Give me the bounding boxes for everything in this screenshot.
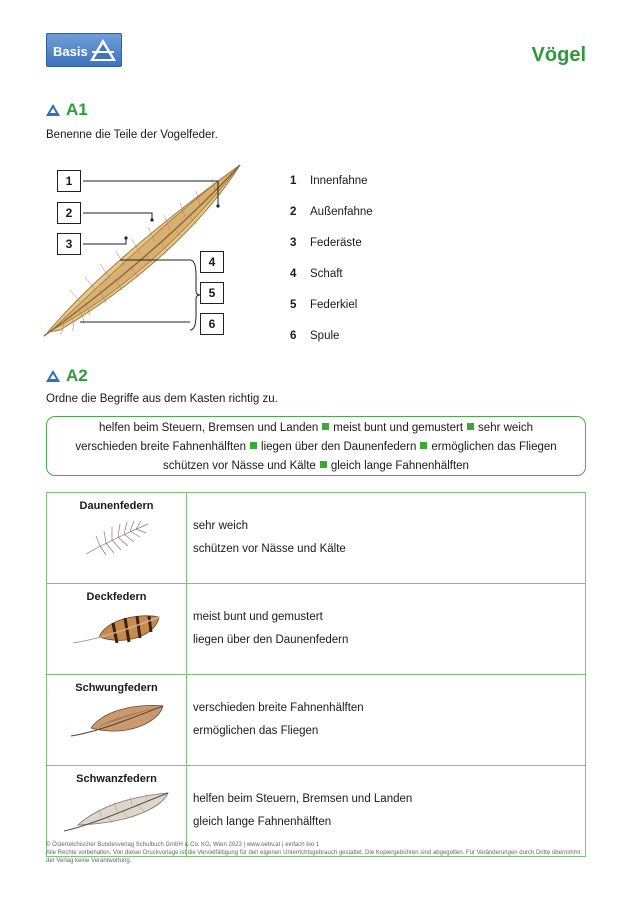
down-feather-image: [80, 516, 154, 560]
feather-description-cell: [187, 584, 586, 675]
footer-rights: Alle Rechte vorbehalten. Von dieser Druckvorlage ist die Vervielfältigung für den eigenen Unterrichtsgebrauch gestattet. Die Kopiergebühren sind abgegolten. Für Veränderungen durch Dritte übernimmt der Verlag keine Verantwortung.: [46, 850, 581, 864]
bullet-square-icon: [322, 423, 329, 430]
label-box-4[interactable]: 4: [200, 251, 224, 273]
a2-label: A2: [66, 366, 88, 385]
answer-item-3: [290, 237, 362, 249]
answer-text: Innenfahne: [310, 175, 368, 187]
answer-item-4: [290, 268, 343, 280]
answer-text: Außenfahne: [310, 206, 373, 218]
description-line: liegen über den Daunenfedern: [193, 634, 349, 646]
answer-num: 6: [290, 330, 297, 342]
logo-text: Basis: [53, 44, 88, 59]
term: verschieden breite Fahnenhälften: [75, 441, 247, 453]
feather-type-cell: [47, 493, 187, 584]
term: schützen vor Nässe und Kälte: [163, 460, 316, 472]
label-box-3[interactable]: 3: [57, 233, 81, 255]
term: liegen über den Daunenfedern: [261, 441, 417, 453]
term: ermöglichen das Fliegen: [431, 441, 557, 453]
answer-text: Federäste: [310, 237, 362, 249]
answer-num: 1: [290, 175, 297, 187]
label-box-5[interactable]: 5: [200, 282, 224, 304]
answer-text: Schaft: [310, 268, 343, 280]
feather-description-cell: [187, 675, 586, 766]
bullet-square-icon: [420, 442, 427, 449]
level-triangle-icon: [46, 104, 60, 116]
bullet-square-icon: [250, 442, 257, 449]
table-row: [47, 675, 586, 766]
basis-logo: [46, 33, 122, 67]
feather-type-label: Deckfedern: [86, 591, 147, 603]
section-a1-heading: [46, 100, 88, 120]
answer-item-5: [290, 299, 357, 311]
description-line: meist bunt und gemustert: [193, 611, 323, 623]
label-box-1[interactable]: 1: [57, 170, 81, 192]
table-row: [47, 584, 586, 675]
tail-feather-image: [62, 789, 172, 833]
term-line-1: [47, 419, 585, 438]
answer-text: Spule: [310, 330, 340, 342]
term: sehr weich: [478, 422, 534, 434]
feather-type-label: Schwanzfedern: [76, 773, 157, 785]
term: helfen beim Steuern, Bremsen und Landen: [98, 422, 319, 434]
logo-triangle-icon: [88, 37, 118, 63]
label-box-6[interactable]: 6: [200, 313, 224, 335]
level-triangle-icon: [46, 370, 60, 382]
term-line-3: [47, 457, 585, 476]
answer-item-1: [290, 175, 368, 187]
description-line: verschieden breite Fahnenhälften: [193, 702, 364, 714]
description-line: ermöglichen das Fliegen: [193, 725, 319, 737]
description-line: gleich lange Fahnenhälften: [193, 816, 332, 828]
answer-item-6: [290, 330, 339, 342]
term-line-2: [47, 438, 585, 457]
feather-type-table: [46, 492, 586, 857]
feather-type-label: Schwungfedern: [75, 682, 158, 694]
answer-num: 2: [290, 206, 297, 218]
feather-type-label: Daunenfedern: [79, 500, 154, 512]
table-row: [47, 493, 586, 584]
page-title: Vögel: [531, 44, 586, 66]
answer-num: 5: [290, 299, 297, 311]
term-box: [46, 416, 586, 476]
footer: [46, 841, 586, 865]
feather-type-cell: [47, 584, 187, 675]
answer-num: 4: [290, 268, 297, 280]
answer-item-2: [290, 206, 373, 218]
a1-label: A1: [66, 100, 88, 119]
description-line: helfen beim Steuern, Bremsen und Landen: [193, 793, 413, 805]
a2-instruction: Ordne die Begriffe aus dem Kasten richtig zu.: [46, 393, 278, 405]
answer-text: Federkiel: [310, 299, 358, 311]
description-line: sehr weich: [193, 520, 248, 532]
label-box-2[interactable]: 2: [57, 202, 81, 224]
footer-copyright: © Österreichischer Bundesverlag Schulbuch GmbH & Co. KG, Wien 2023 | www.oebv.at | einfach bio 1: [46, 842, 320, 848]
answer-num: 3: [290, 237, 297, 249]
section-a2-heading: [46, 366, 88, 386]
feather-description-cell: [187, 493, 586, 584]
a1-instruction: Benenne die Teile der Vogelfeder.: [46, 129, 218, 141]
term: meist bunt und gemustert: [333, 422, 464, 434]
flight-feather-image: [67, 698, 167, 742]
bullet-square-icon: [320, 461, 327, 468]
feather-type-cell: [47, 675, 187, 766]
description-line: schützen vor Nässe und Kälte: [193, 543, 346, 555]
term: gleich lange Fahnenhälften: [330, 460, 469, 472]
contour-feather-image: [69, 607, 165, 651]
bullet-square-icon: [467, 423, 474, 430]
